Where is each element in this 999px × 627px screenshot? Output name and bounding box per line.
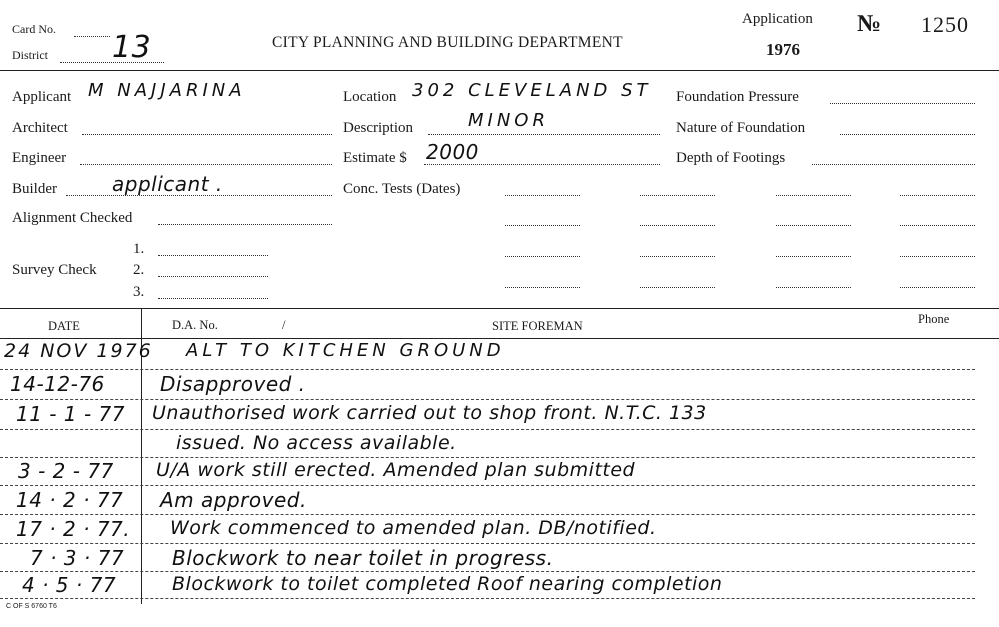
- foundation-pressure-line: [830, 103, 975, 104]
- builder-label: Builder: [12, 181, 57, 197]
- row-date: 3 - 2 - 77: [18, 459, 114, 483]
- row-rule: [0, 485, 975, 486]
- alignment-line: [158, 224, 332, 225]
- row-rule: [0, 457, 975, 458]
- conc-date-line: [505, 256, 580, 257]
- estimate-line: [424, 164, 660, 165]
- da-no-header: D.A. No.: [172, 318, 218, 332]
- location-value: 302 CLEVELAND ST: [412, 80, 652, 101]
- form-code: C OF S 6760 T6: [6, 603, 57, 610]
- conc-date-line: [640, 287, 715, 288]
- depth-footings-label: Depth of Footings: [676, 150, 786, 166]
- row-rule: [0, 399, 975, 400]
- row-rule: [0, 429, 975, 430]
- survey-3-label: 3.: [133, 284, 145, 300]
- row-rule: [0, 369, 975, 370]
- survey-3-line: [158, 298, 268, 299]
- district-value: 13: [112, 30, 152, 65]
- row-entry: Work commenced to amended plan. DB/notified.: [170, 517, 657, 539]
- header-rule: [0, 70, 999, 71]
- depth-footings-line: [812, 164, 975, 165]
- conc-date-line: [900, 225, 975, 226]
- number-sign: №: [857, 11, 882, 37]
- applicant-label: Applicant: [12, 89, 72, 105]
- conc-date-line: [640, 225, 715, 226]
- row-entry: Blockwork to toilet completed Roof nearing completion: [172, 573, 723, 595]
- survey-check-label: Survey Check: [12, 262, 97, 278]
- row-entry: Unauthorised work carried out to shop front. N.T.C. 133: [152, 402, 707, 424]
- estimate-value: 2000: [426, 140, 479, 164]
- conc-date-line: [505, 287, 580, 288]
- row-entry: ALT TO KITCHEN GROUND: [186, 340, 505, 361]
- application-number: 1250: [921, 12, 969, 37]
- row-date: 11 - 1 - 77: [16, 402, 125, 426]
- engineer-line: [80, 164, 332, 165]
- applicant-value: M NAJJARINA: [88, 80, 246, 101]
- row-entry: Am approved.: [160, 488, 307, 512]
- description-line: [428, 134, 660, 135]
- row-rule: [0, 543, 975, 544]
- architect-line: [82, 134, 332, 135]
- row-date: 7 · 3 · 77: [30, 546, 125, 570]
- phone-header: Phone: [918, 312, 950, 326]
- row-rule: [0, 514, 975, 515]
- row-date: 17 · 2 · 77.: [16, 517, 131, 541]
- survey-1-line: [158, 255, 268, 256]
- conc-date-line: [640, 256, 715, 257]
- row-entry: issued. No access available.: [176, 432, 457, 454]
- foundation-pressure-label: Foundation Pressure: [676, 89, 799, 105]
- description-label: Description: [343, 120, 413, 136]
- survey-1-label: 1.: [133, 241, 145, 257]
- district-label: District: [12, 48, 48, 62]
- da-slash: /: [282, 318, 286, 332]
- row-date: 14-12-76: [10, 372, 105, 396]
- conc-tests-label: Conc. Tests (Dates): [343, 181, 461, 197]
- architect-label: Architect: [12, 120, 68, 136]
- survey-2-line: [158, 276, 268, 277]
- conc-date-line: [505, 225, 580, 226]
- conc-date-line: [900, 287, 975, 288]
- date-header: DATE: [48, 319, 80, 333]
- table-header-rule: [0, 338, 999, 339]
- site-foreman-header: SITE FOREMAN: [492, 319, 583, 333]
- conc-date-line: [900, 256, 975, 257]
- card-no-label: Card No.: [12, 22, 56, 36]
- conc-date-line: [776, 225, 851, 226]
- department-title: CITY PLANNING AND BUILDING DEPARTMENT: [272, 34, 623, 51]
- engineer-label: Engineer: [12, 150, 67, 166]
- builder-value: applicant .: [112, 172, 223, 196]
- application-label: Application: [742, 11, 813, 27]
- application-year: 1976: [766, 40, 800, 59]
- table-top-rule: [0, 308, 999, 309]
- description-value: MINOR: [468, 110, 549, 131]
- row-date: 14 · 2 · 77: [16, 488, 124, 512]
- conc-date-line: [776, 287, 851, 288]
- nature-foundation-line: [840, 134, 975, 135]
- conc-date-line: [505, 195, 580, 196]
- row-entry: U/A work still erected. Amended plan submitted: [156, 459, 636, 481]
- row-date: 24 NOV 1976: [4, 340, 153, 362]
- conc-date-line: [776, 256, 851, 257]
- card-no-line: [74, 36, 110, 37]
- row-entry: Blockwork to near toilet in progress.: [172, 546, 554, 570]
- row-rule: [0, 571, 975, 572]
- row-entry: Disapproved .: [160, 372, 306, 396]
- row-date: 4 · 5 · 77: [22, 573, 117, 597]
- estimate-label: Estimate $: [343, 150, 407, 166]
- survey-2-label: 2.: [133, 262, 145, 278]
- alignment-label: Alignment Checked: [12, 210, 133, 226]
- location-label: Location: [343, 89, 397, 105]
- row-rule: [0, 598, 975, 599]
- conc-date-line: [900, 195, 975, 196]
- nature-foundation-label: Nature of Foundation: [676, 120, 806, 136]
- conc-date-line: [776, 195, 851, 196]
- conc-date-line: [640, 195, 715, 196]
